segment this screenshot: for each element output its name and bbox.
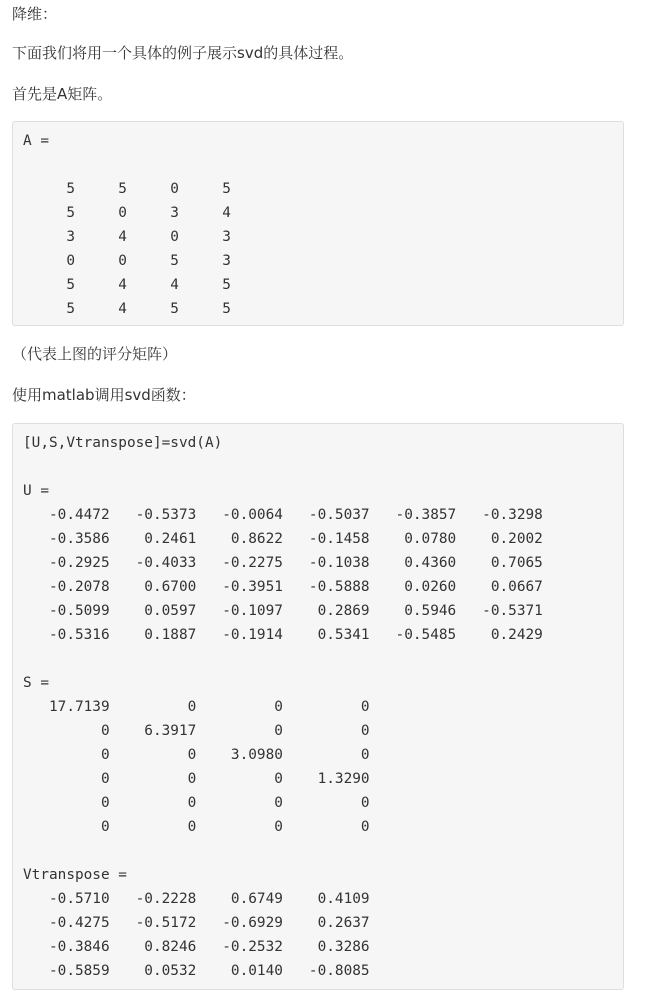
- matrix-vtranspose-label: Vtranspose =: [23, 867, 127, 883]
- matrix-u-label: U =: [23, 483, 49, 499]
- matrix-vtranspose-row: -0.5710 -0.2228 0.6749 0.4109: [23, 891, 370, 907]
- matrix-s-label: S =: [23, 675, 49, 691]
- paragraph-dimensionality-reduction: 降维：: [12, 5, 58, 23]
- matrix-a-row: 5 4 4 5: [23, 277, 231, 293]
- matrix-a-label: A =: [23, 133, 49, 149]
- matrix-u-row: -0.2078 0.6700 -0.3951 -0.5888 0.0260 0.0667: [23, 579, 543, 595]
- svd-command: [U,S,Vtranspose]=svd(A): [23, 435, 223, 451]
- paragraph-matrix-a: 首先是A矩阵。: [12, 85, 113, 103]
- matrix-a-row: 3 4 0 3: [23, 229, 231, 245]
- matrix-a-row: 5 4 5 5: [23, 301, 231, 317]
- matrix-u-row: -0.2925 -0.4033 -0.2275 -0.1038 0.4360 0.7065: [23, 555, 543, 571]
- code-block-matrix-a: [12, 121, 624, 326]
- matrix-u-row: -0.5099 0.0597 -0.1097 0.2869 0.5946 -0.5371: [23, 603, 543, 619]
- code-content: [13, 424, 623, 983]
- matrix-s-row: 17.7139 0 0 0: [23, 699, 370, 715]
- paragraph-rating-matrix-note: （代表上图的评分矩阵）: [12, 345, 178, 363]
- matrix-s-row: 0 0 0 1.3290: [23, 771, 370, 787]
- matrix-vtranspose-row: -0.3846 0.8246 -0.2532 0.3286: [23, 939, 370, 955]
- matrix-u-row: -0.4472 -0.5373 -0.0064 -0.5037 -0.3857 -0.3298: [23, 507, 543, 523]
- matrix-u-row: -0.3586 0.2461 0.8622 -0.1458 0.0780 0.2002: [23, 531, 543, 547]
- matrix-s-row: 0 0 0 0: [23, 795, 370, 811]
- code-content: [13, 122, 623, 321]
- paragraph-intro: 下面我们将用一个具体的例子展示svd的具体过程。: [12, 44, 354, 62]
- matrix-vtranspose-row: -0.5859 0.0532 0.0140 -0.8085: [23, 963, 370, 979]
- code-block-svd-output: [12, 423, 624, 990]
- matrix-a-row: 0 0 5 3: [23, 253, 231, 269]
- paragraph-matlab-svd: 使用matlab调用svd函数：: [12, 386, 196, 404]
- matrix-a-row: 5 5 0 5: [23, 181, 231, 197]
- matrix-a-row: 5 0 3 4: [23, 205, 231, 221]
- matrix-u-row: -0.5316 0.1887 -0.1914 0.5341 -0.5485 0.2429: [23, 627, 543, 643]
- matrix-vtranspose-row: -0.4275 -0.5172 -0.6929 0.2637: [23, 915, 370, 931]
- matrix-s-row: 0 0 3.0980 0: [23, 747, 370, 763]
- matrix-s-row: 0 6.3917 0 0: [23, 723, 370, 739]
- matrix-s-row: 0 0 0 0: [23, 819, 370, 835]
